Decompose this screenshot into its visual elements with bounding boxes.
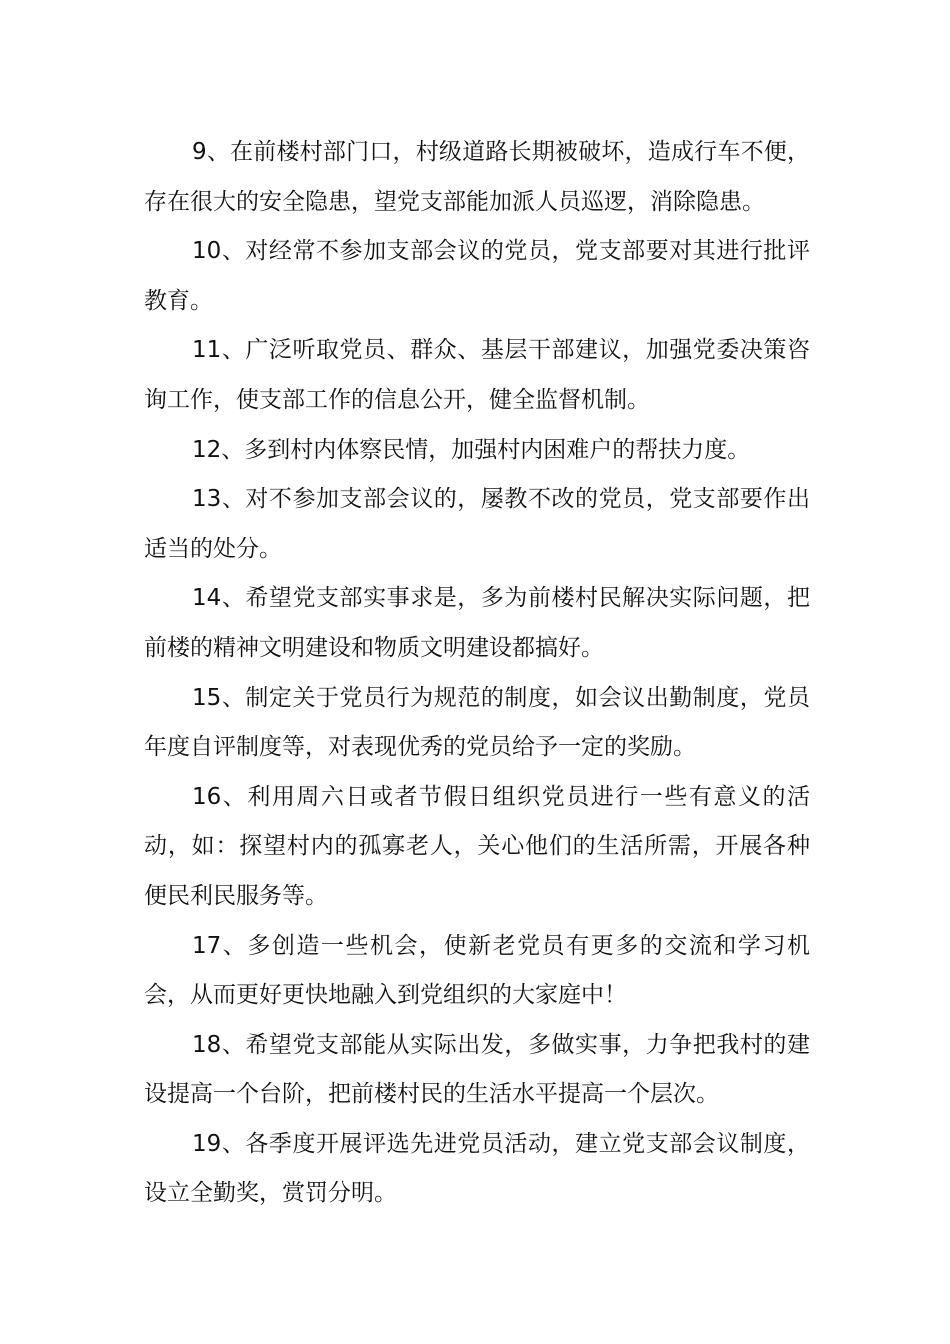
list-item-17: 17、多创造一些机会，使新老党员有更多的交流和学习机会，从而更好更快地融入到党组织的大家庭中！: [144, 932, 810, 1009]
list-item-16: 16、利用周六日或者节假日组织党员进行一些有意义的活动，如：探望村内的孤寡老人，关心他们的生活所需，开展各种便民利民服务等。: [144, 783, 810, 909]
list-item-14: 14、希望党支部实事求是，多为前楼村民解决实际问题，把前楼的精神文明建设和物质文明建设都搞好。: [144, 585, 810, 661]
list-item-10: 10、对经常不参加支部会议的党员，党支部要对其进行批评教育。: [144, 238, 810, 314]
list-item-11: 11、广泛听取党员、群众、基层干部建议，加强党委决策咨询工作，使支部工作的信息公开，健全监督机制。: [144, 337, 810, 413]
list-item-19: 19、各季度开展评选先进党员活动，建立党支部会议制度，设立全勤奖，赏罚分明。: [144, 1130, 810, 1207]
list-item-15: 15、制定关于党员行为规范的制度，如会议出勤制度，党员年度自评制度等，对表现优秀的党员给予一定的奖励。: [144, 684, 810, 761]
document-body: [144, 128, 810, 1219]
list-item-18: 18、希望党支部能从实际出发，多做实事，力争把我村的建设提高一个台阶，把前楼村民的生活水平提高一个层次。: [144, 1031, 810, 1108]
list-item-9: 9、在前楼村部门口，村级道路长期被破坏，造成行车不便，存在很大的安全隐患，望党支部能加派人员巡逻，消除隐患。: [144, 139, 810, 215]
list-item-12: 12、多到村内体察民情，加强村内困难户的帮扶力度。: [192, 436, 751, 463]
list-item-13: 13、对不参加支部会议的，屡教不改的党员，党支部要作出适当的处分。: [144, 486, 810, 562]
